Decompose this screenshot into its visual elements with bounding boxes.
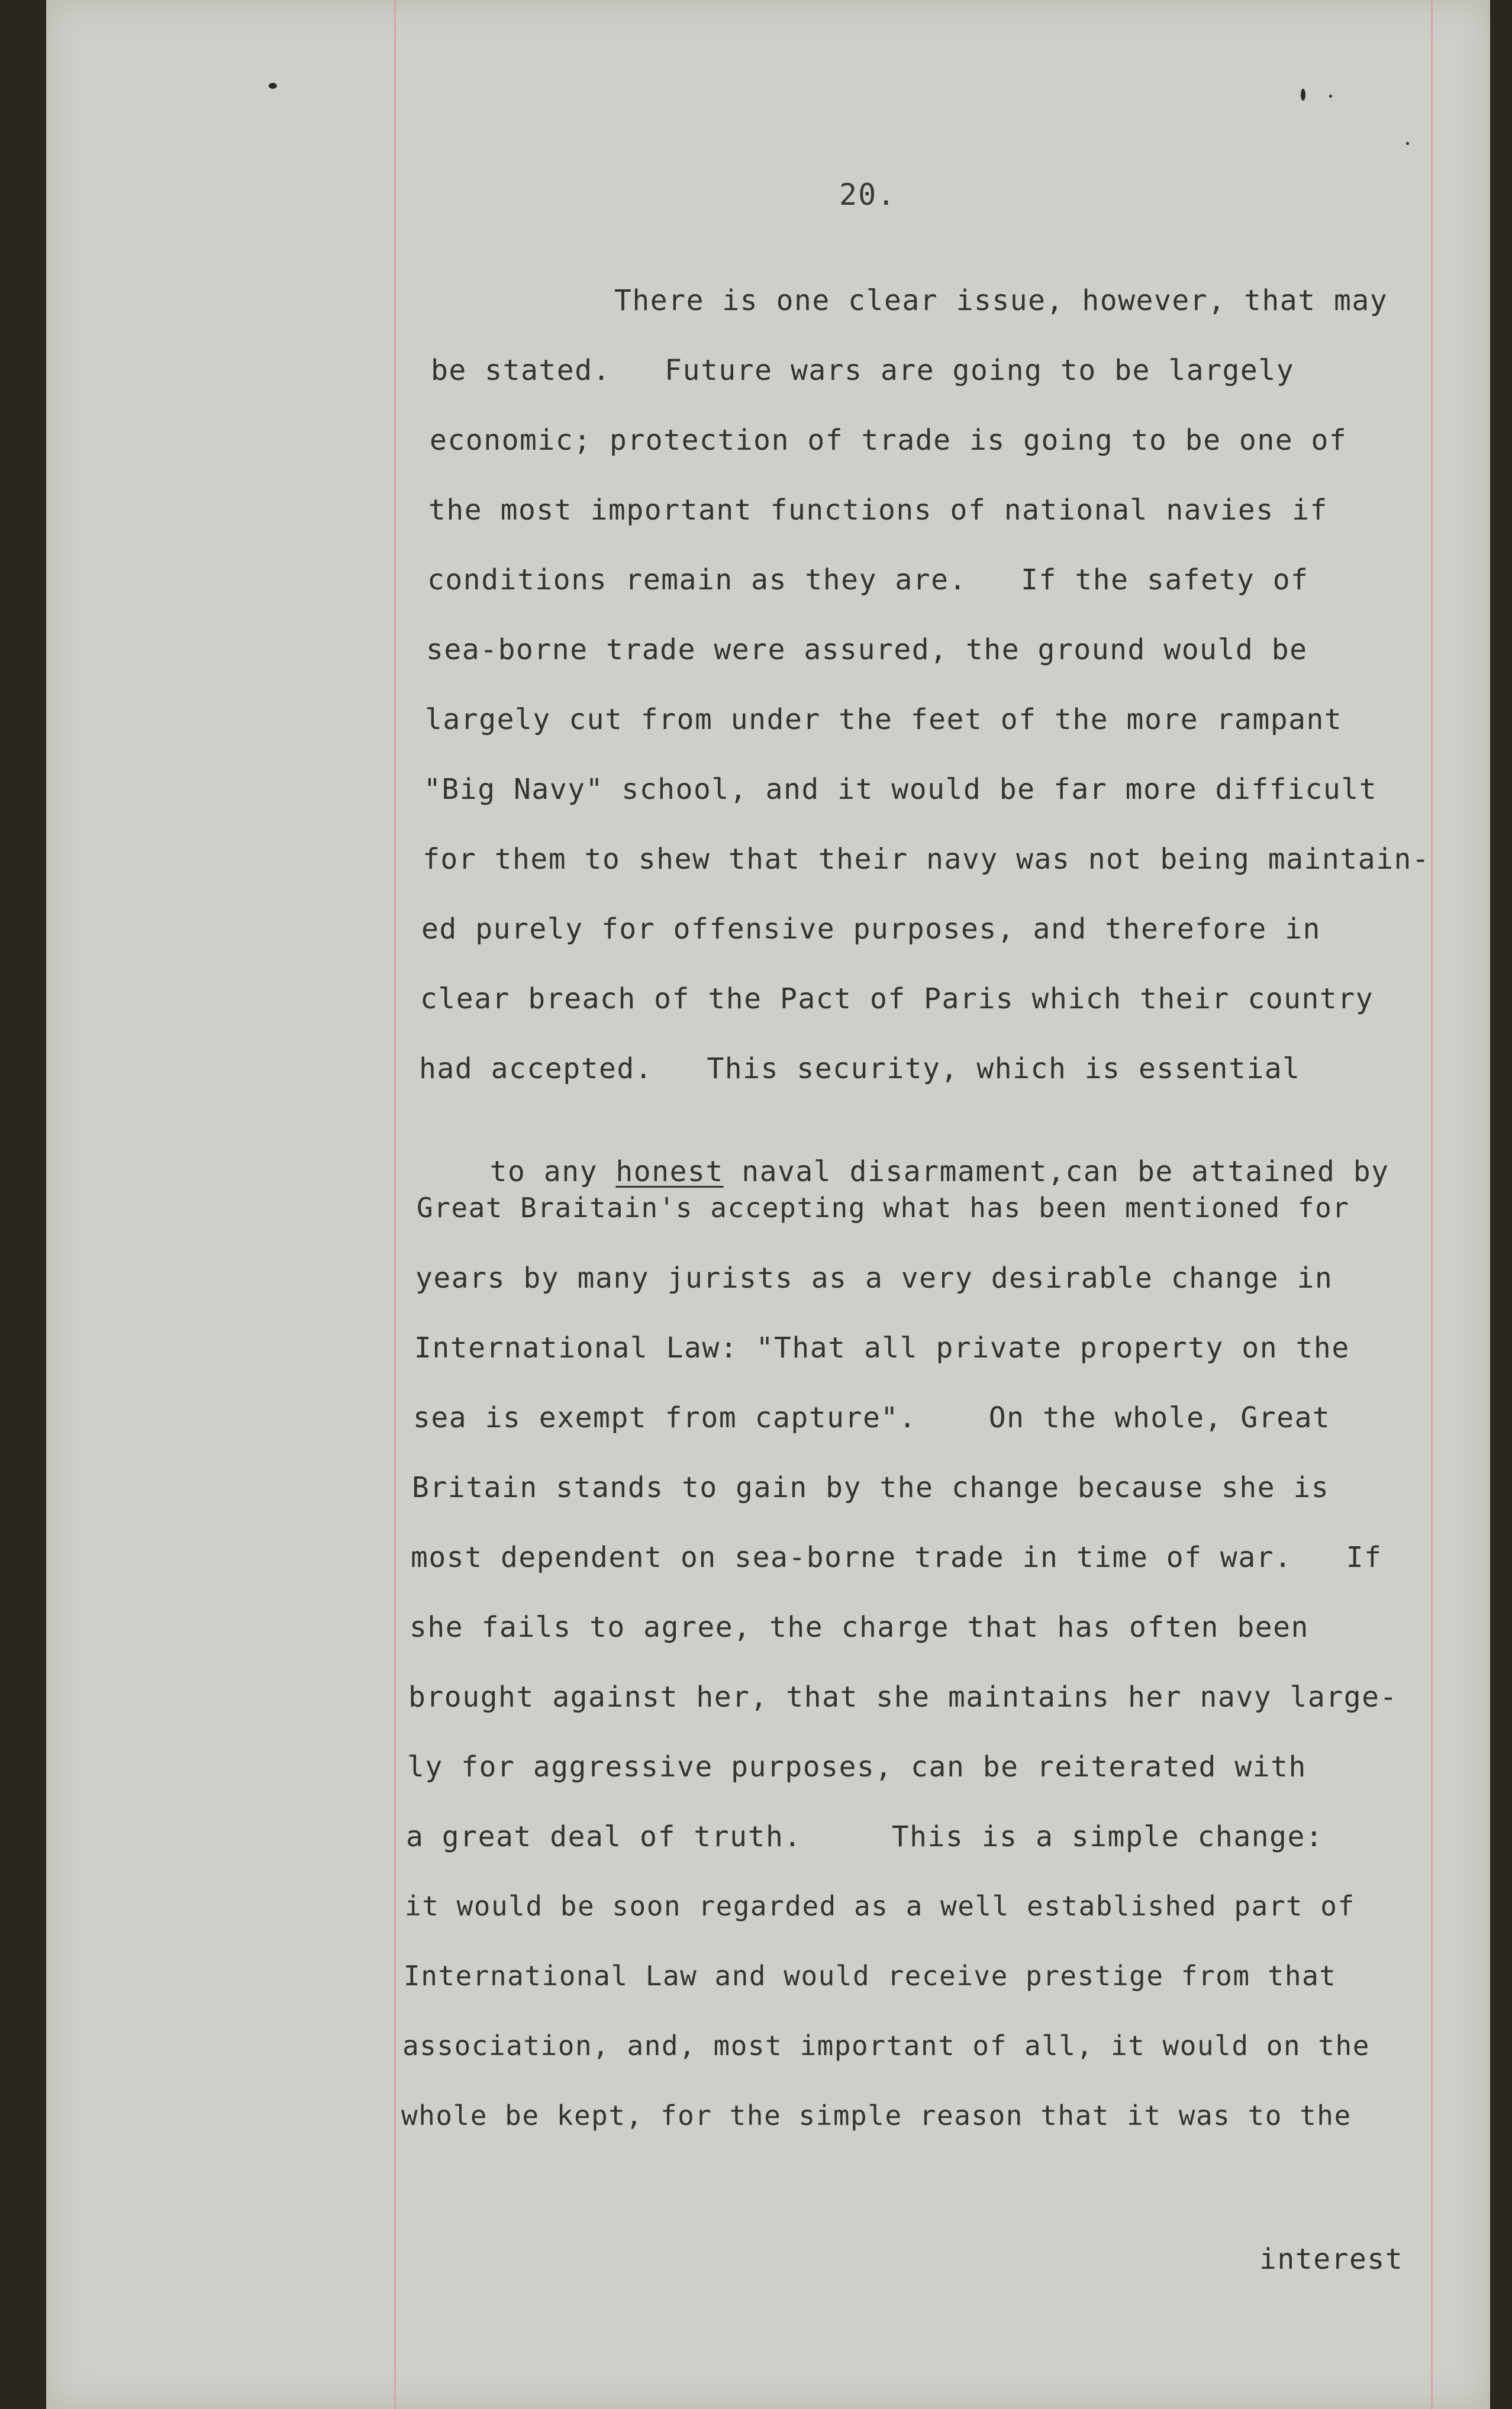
text-fragment: naval disarmament,can be attained by [742,1155,1390,1188]
text-line: largely cut from under the feet of the more rampant [425,703,1343,736]
text-line: association, and, most important of all, it would on the [402,2030,1370,2062]
catchword: interest [1259,2243,1404,2276]
text-line: sea-borne trade were assured, the ground would be [426,633,1308,666]
text-line: conditions remain as they are. If the safety of [427,563,1309,596]
typed-page [46,0,1490,2409]
text-line: sea is exempt from capture". On the whole, Great [413,1401,1331,1434]
text-line: years by many jurists as a very desirable change in [415,1262,1333,1295]
text-line: Britain stands to gain by the change because she is [412,1471,1330,1504]
text-line: she fails to agree, the charge that has often been [410,1611,1309,1644]
text-line: it would be soon regarded as a well established part of [405,1890,1355,1922]
text-line: "Big Navy" school, and it would be far more difficult [424,773,1378,806]
text-line: most dependent on sea-borne trade in time of war. If [411,1541,1382,1574]
text-fragment: to any [489,1155,616,1188]
text-line: be stated. Future wars are going to be largely [431,354,1295,387]
underlined-word: honest [615,1155,724,1188]
text-line: had accepted. This security, which is essential [419,1052,1301,1085]
text-line: whole be kept, for the simple reason that it was to the [401,2100,1352,2131]
text-line: a great deal of truth. This is a simple change: [406,1820,1324,1853]
text-line: Great Braitain's accepting what has been mentioned for [417,1192,1350,1224]
text-line: ed purely for offensive purposes, and therefore in [421,912,1321,946]
text-line: International Law: "That all private property on the [414,1331,1350,1365]
text-line: International Law and would receive prestige from that [404,1960,1337,1992]
page-number: 20. [839,178,897,212]
ink-speck [1406,142,1409,145]
right-margin-rule [1431,0,1433,2409]
text-line: brought against her, that she maintains her navy large- [408,1681,1398,1714]
text-line: clear breach of the Pact of Paris which their country [420,982,1374,1015]
ink-speck [1329,95,1332,98]
ink-speck [269,83,277,89]
ink-speck [1301,89,1305,101]
text-line: for them to shew that their navy was not being maintain- [423,843,1430,876]
text-line: There is one clear issue, however, that may [614,284,1388,317]
text-line: ly for aggressive purposes, can be reiterated with [407,1750,1307,1784]
text-line: the most important functions of national navies if [428,494,1328,527]
left-margin-rule [394,0,396,2409]
text-line: economic; protection of trade is going to be one of [430,424,1347,457]
